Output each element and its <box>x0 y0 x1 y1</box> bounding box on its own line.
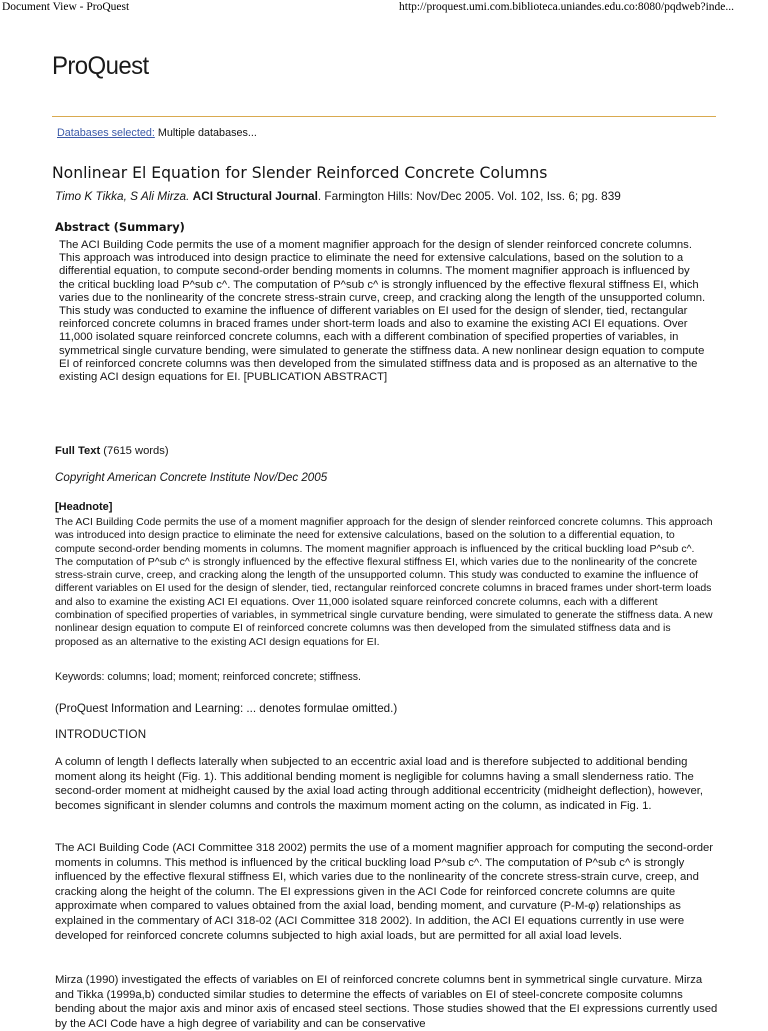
databases-selected-value: Multiple databases... <box>157 127 257 139</box>
formulae-note: (ProQuest Information and Learning: ... denotes formulae omitted.) <box>55 702 398 715</box>
full-text-label: Full Text <box>55 445 101 457</box>
full-text-heading <box>55 445 169 457</box>
publication-details: . Farmington Hills: Nov/Dec 2005. Vol. 102, Iss. 6; pg. 839 <box>317 189 621 203</box>
abstract-text: The ACI Building Code permits the use of a moment magnifier approach for the design of slender reinforced concrete columns. This approach was introduced into design practice to eliminate the need for extensive calculations, based on the solution to a differential equation, to compute second-order bending moments in columns. The moment magnifier approach is influenced by the critical buckling load P^sub c^. The computation of P^sub c^ is strongly influenced by the effective flexural stiffness EI, which varies due to the nonlinearity of the concrete stress-strain curve, creep, and cracking along the length of the unsupported column. This study was conducted to examine the influence of different variables on EI used for the design of slender, tied, rectangular reinforced concrete columns in braced frames under short-term loads and also to examine the existing ACI EI equations. Over 11,000 isolated square reinforced concrete columns, each with a different combination of specified properties of variables, in symmetrical single curvature bending, were simulated to generate the stiffness data. A new nonlinear design equation to compute EI of reinforced concrete columns was then developed from the simulated stiffness data and is proposed as an alternative to the existing ACI design equations for EI. [PUBLICATION ABSTRACT] <box>59 239 706 384</box>
proquest-logo[interactable]: ProQuest <box>52 52 149 81</box>
headnote-heading: [Headnote] <box>55 501 113 513</box>
abstract-heading: Abstract (Summary) <box>55 220 185 234</box>
databases-selected <box>57 127 257 139</box>
article-authors: Timo K Tikka, S Ali Mirza. <box>55 189 190 203</box>
body-paragraph: Mirza (1990) investigated the effects of variables on EI of reinforced concrete columns bent in symmetrical single curvature. Mirza and Tikka (1999a,b) conducted similar studies to determine the effects of variables on EI of steel-concrete composite columns bending about the major axis and minor axis of encased steel sections. Those studies showed that the EI expressions currently used by the ACI Code have a high degree of variability and can be conservative <box>55 974 718 1030</box>
body-paragraph: The ACI Building Code (ACI Committee 318 2002) permits the use of a moment magnifier approach for computing the second-order moments in columns. This method is influenced by the critical buckling load P^sub c^. The computation of P^sub c^ is strongly influenced by the effective flexural stiffness EI, which varies due to the nonlinearity of the concrete stress-strain curve, creep, and cracking along the height of the column. The EI expressions given in the ACI Code for reinforced concrete columns are quite approximate when compared to values obtained from the axial load, bending moment, and curvature (P-M-φ) relationships as explained in the commentary of ACI 318-02 (ACI Committee 318 2002). In addition, the ACI EI equations currently in use were developed for reinforced concrete columns subjected to high axial loads, but are permitted for all axial load levels. <box>55 842 714 942</box>
keywords-line: Keywords: columns; load; moment; reinforced concrete; stiffness. <box>55 671 361 683</box>
body-paragraph: A column of length l deflects laterally when subjected to an eccentric axial load and is therefore subjected to additional bending moment along its height (Fig. 1). This additional bending moment is negligible for columns having a small slenderness ratio. The second-order moment at midheight caused by the axial load acting through additional eccentricity (midheight deflection), however, becomes significant in slender columns and controls the maximum moment acting on the column, as indicated in Fig. 1. <box>55 756 704 812</box>
introduction-heading: INTRODUCTION <box>55 728 147 741</box>
journal-name: ACI Structural Journal <box>192 189 318 203</box>
databases-selected-link[interactable]: Databases selected: <box>57 127 155 139</box>
print-header-title: Document View - ProQuest <box>2 1 130 13</box>
word-count: (7615 words) <box>103 445 169 457</box>
print-header-url: http://proquest.umi.com.biblioteca.uniandes.edu.co:8080/pqdweb?inde... <box>399 1 735 13</box>
headnote-text: The ACI Building Code permits the use of a moment magnifier approach for the design of slender reinforced concrete columns. This approach was introduced into design practice to eliminate the need for extensive calculations, based on the solution to a differential equation, to compute second-order bending moments in columns. The moment magnifier approach is influenced by the critical buckling load P^sub c^. The computation of P^sub c^ is strongly influenced by the effective flexural stiffness EI, which varies due to the nonlinearity of the concrete stress-strain curve, creep, and cracking along the length of the unsupported column. This study was conducted to examine the influence of different variables on EI used for the design of slender, tied, rectangular reinforced concrete columns in braced frames under short-term loads and also to examine the existing ACI EI equations. Over 11,000 isolated square reinforced concrete columns, each with a different combination of specified properties of variables, in symmetrical single curvature bending, were simulated to generate the stiffness data. A new nonlinear design equation to compute EI of reinforced concrete columns was then developed from the simulated stiffness data and is proposed as an alternative to the existing ACI design equations for EI. <box>55 516 713 648</box>
header-divider <box>52 116 716 117</box>
article-title: Nonlinear El Equation for Slender Reinforced Concrete Columns <box>52 164 548 182</box>
copyright-line: Copyright American Concrete Institute Nov/Dec 2005 <box>55 471 328 484</box>
print-header <box>2 1 762 15</box>
article-citation <box>55 189 621 203</box>
